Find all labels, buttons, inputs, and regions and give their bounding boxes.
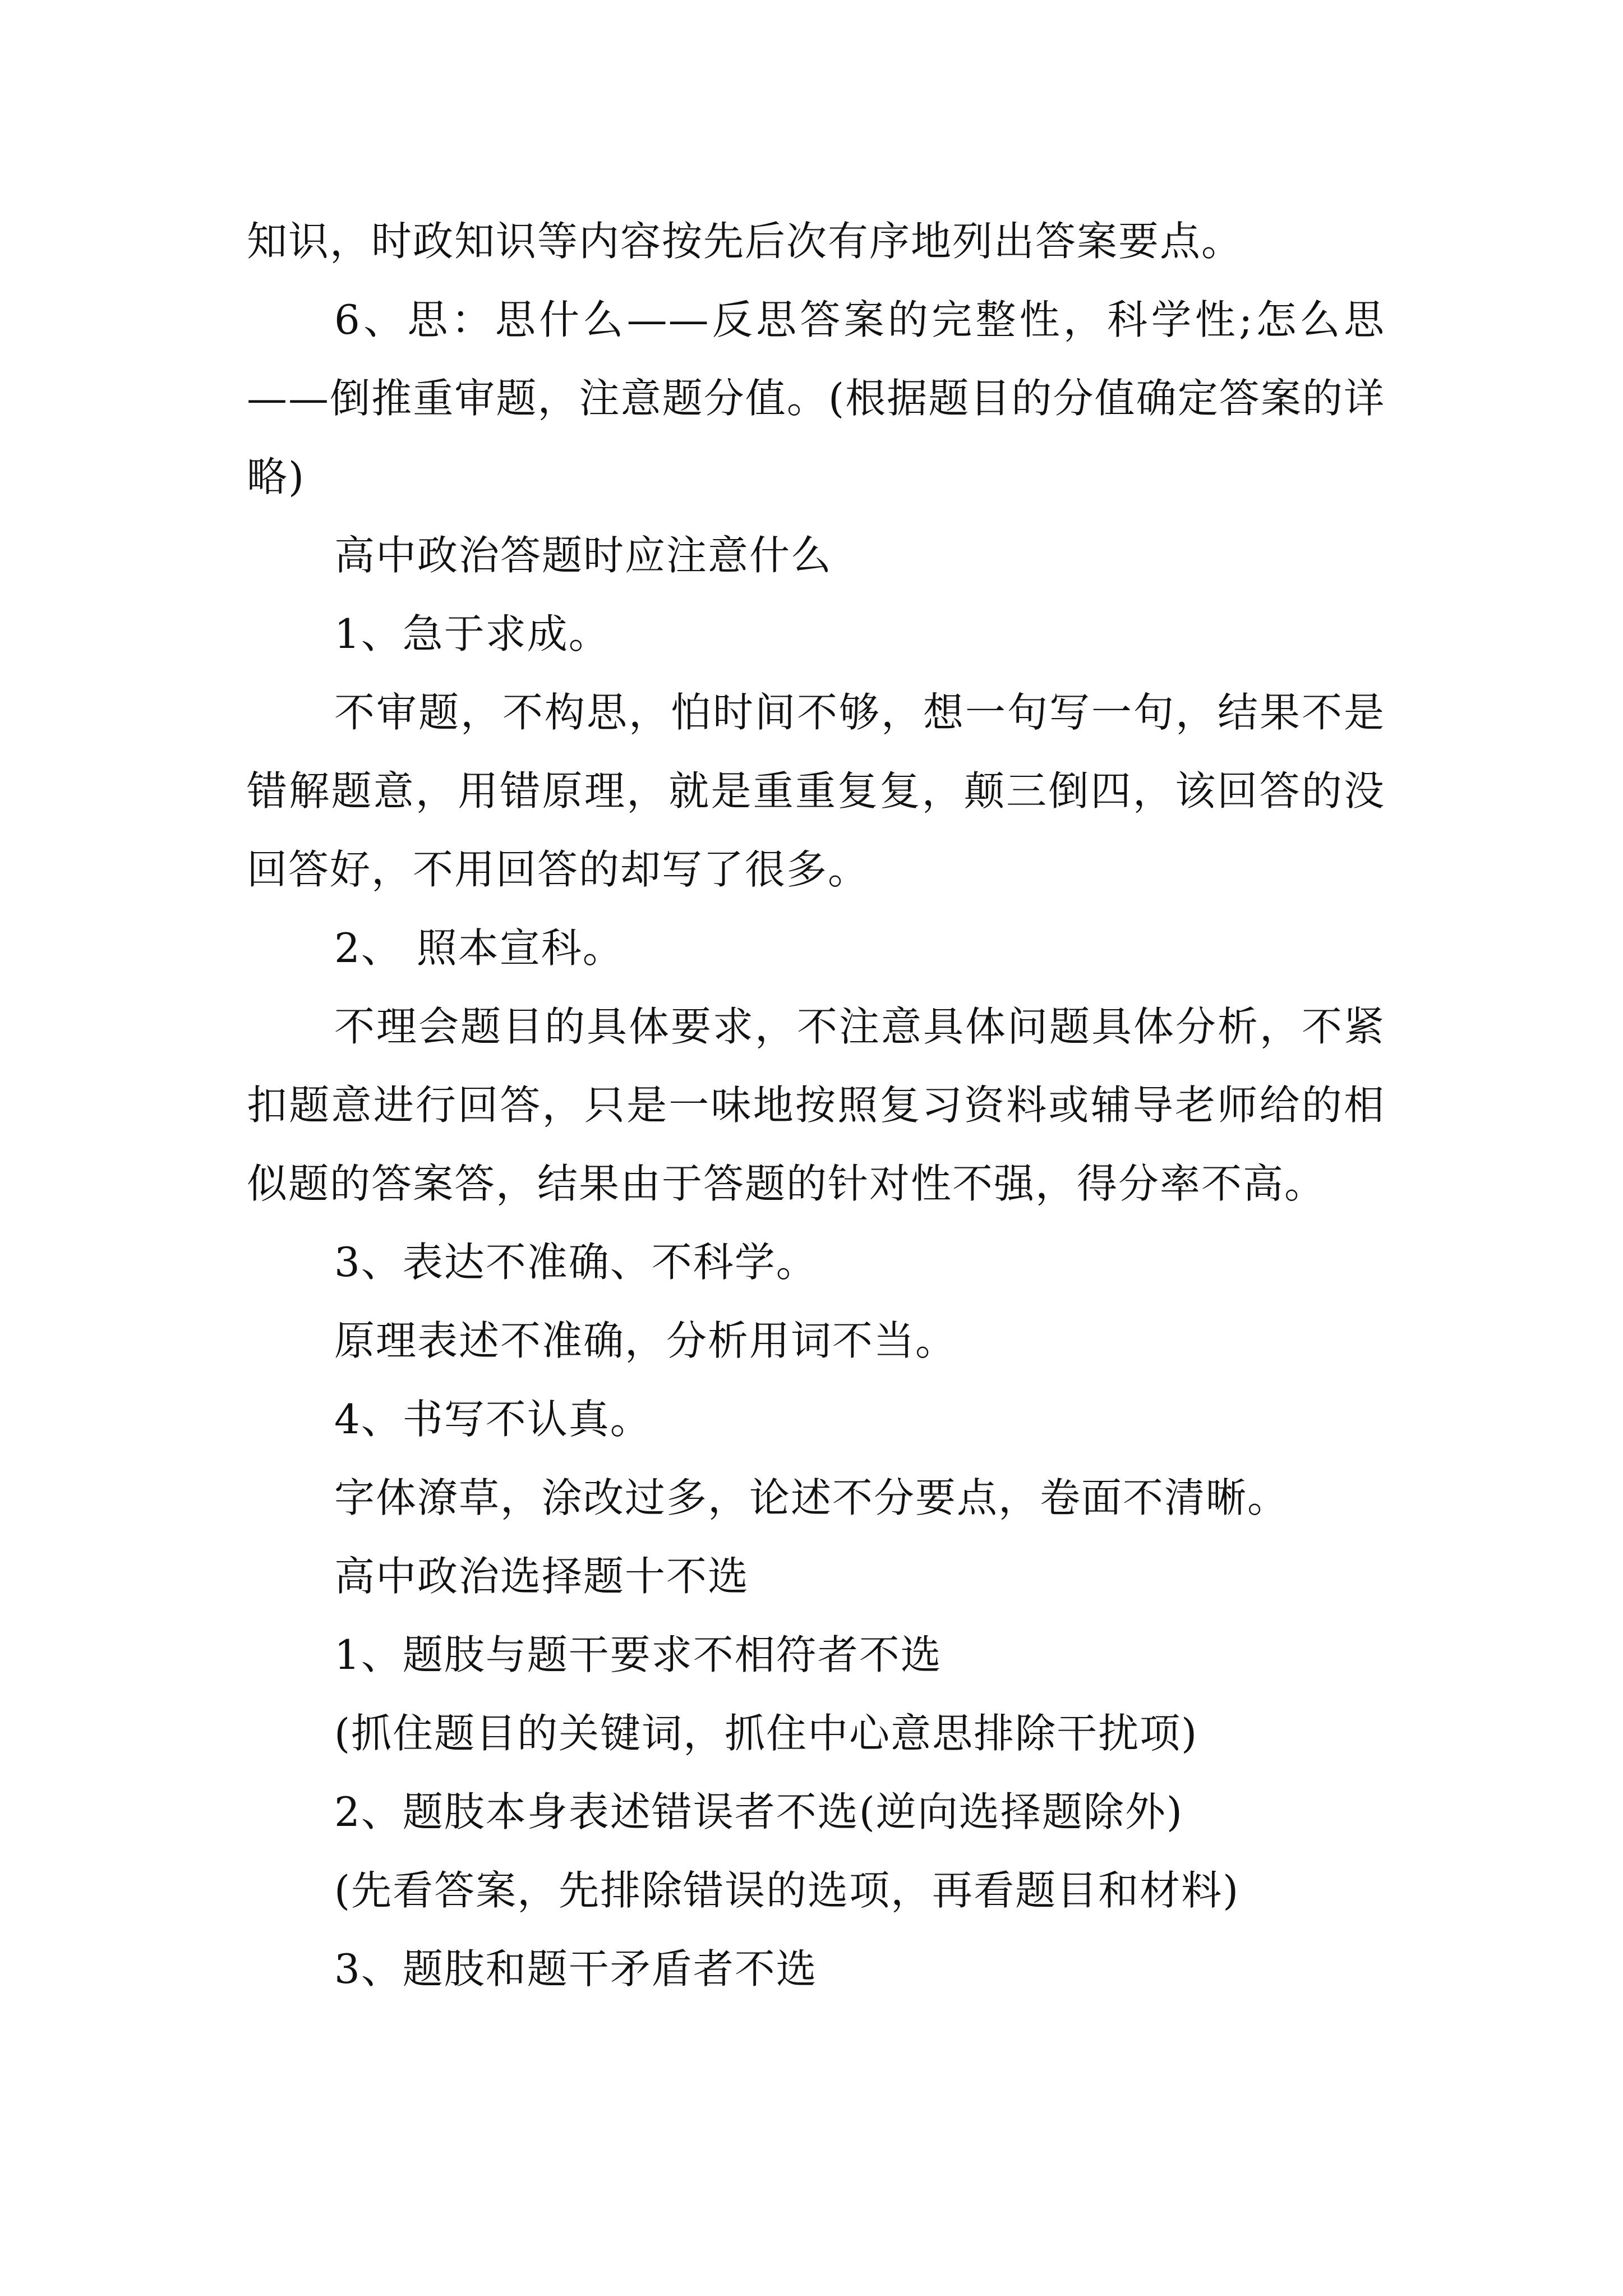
paragraph: 不理会题目的具体要求，不注意具体问题具体分析，不紧扣题意进行回答，只是一味地按照复习资料或辅导老师给的相似题的答案答，结果由于答题的针对性不强，得分率不高。 [247,1003,1385,1207]
list-item: 3、题肢和题干矛盾者不选 [334,1945,818,1993]
paragraph: 知识，时政知识等内容按先后次有序地列出答案要点。 [247,218,1243,265]
paragraph: 不审题，不构思，怕时间不够，想一句写一句，结果不是错解题意，用错原理，就是重重复复，颠三倒四，该回答的没回答好，不用回答的却写了很多。 [247,689,1385,893]
document-body [247,202,1385,2008]
list-item: 1、题肢与题干要求不相符者不选 [334,1631,942,1678]
section-heading: 高中政治答题时应注意什么 [334,532,833,579]
list-item-note: (抓住题目的关键词，抓住中心意思排除干扰项) [334,1710,1198,1757]
list-item-heading: 1、急于求成。 [334,610,610,657]
paragraph: 字体潦草，涂改过多，论述不分要点，卷面不清晰。 [334,1474,1289,1521]
list-item-heading: 4、书写不认真。 [334,1396,652,1443]
paragraph: 原理表述不准确，分析用词不当。 [334,1317,957,1364]
list-item-heading: 2、 照本宣科。 [334,924,624,972]
section-heading: 高中政治选择题十不选 [334,1553,750,1600]
paragraph: 6、思：思什么——反思答案的完整性，科学性;怎么思——倒推重审题，注意题分值。(根据题目的分值确定答案的详略) [247,296,1385,500]
list-item-note: (先看答案，先排除错误的选项，再看题目和材料) [334,1867,1240,1914]
list-item-heading: 3、表达不准确、不科学。 [334,1239,818,1286]
list-item: 2、题肢本身表述错误者不选(逆向选择题除外) [334,1788,1183,1835]
